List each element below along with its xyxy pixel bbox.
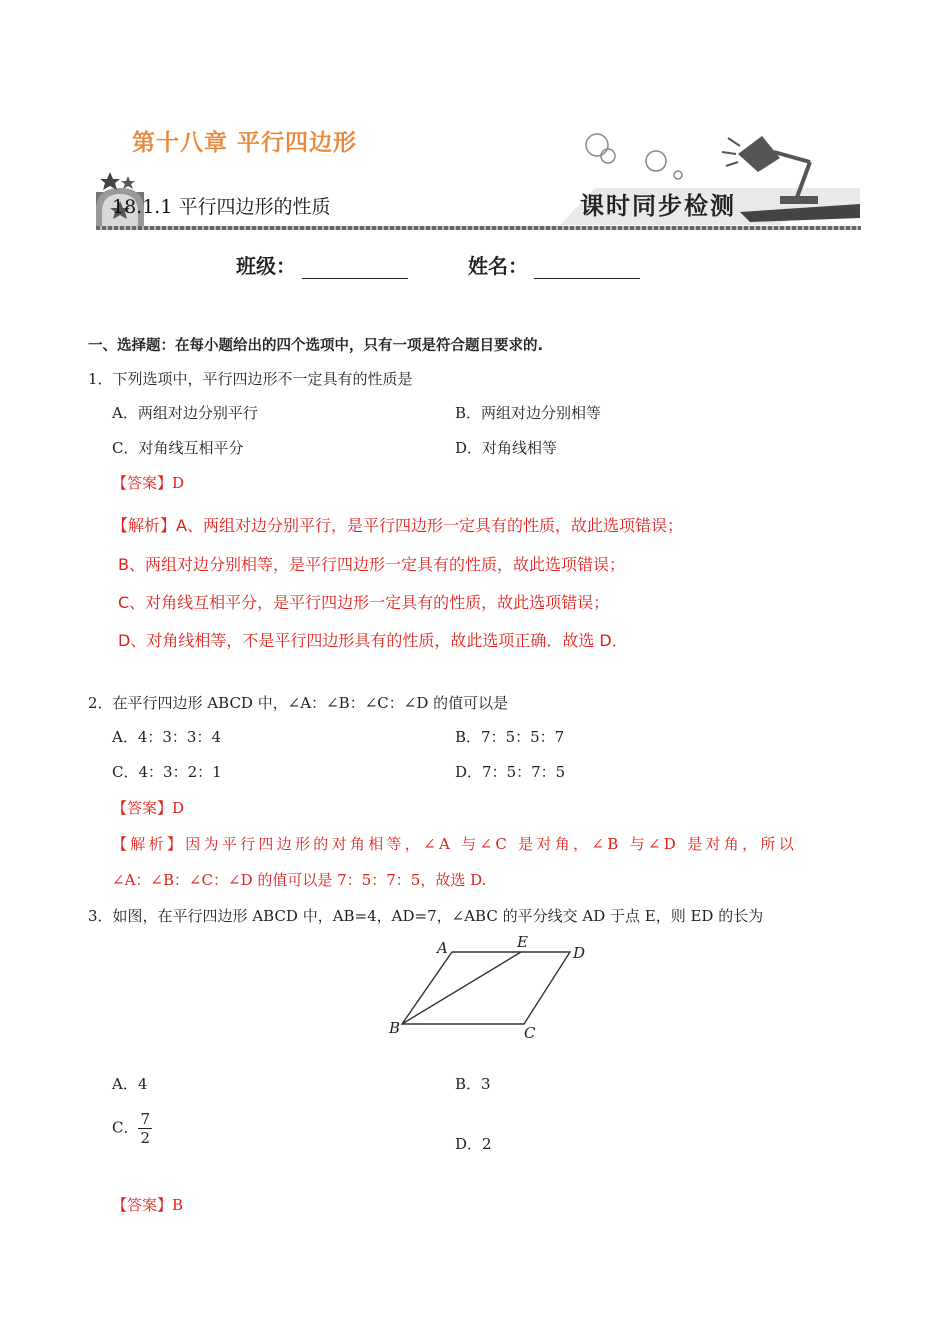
header-divider — [96, 226, 861, 230]
section-title: 18.1.1 平行四边形的性质 — [112, 196, 331, 218]
q1-analysis-line: B、两组对边分别相等，是平行四边形一定具有的性质，故此选项错误； — [118, 555, 625, 574]
q2-stem: 2．在平行四边形 ABCD 中，∠A：∠B：∠C：∠D 的值可以是 — [88, 694, 509, 712]
label-a: A — [437, 939, 448, 957]
class-field — [236, 250, 408, 279]
bisector-be — [402, 952, 521, 1024]
name-blank[interactable] — [534, 260, 640, 279]
chapter-title: 第十八章 平行四边形 — [132, 130, 358, 156]
q2-option-c: C．4：3：2：1 — [112, 763, 222, 781]
fraction-denominator: 2 — [140, 1129, 151, 1147]
q2-option-a: A．4：3：3：4 — [112, 728, 222, 746]
q2-answer: 【答案】D — [112, 799, 185, 817]
q1-option-d: D．对角线相等 — [455, 439, 558, 457]
q2-analysis-line1: 【解析】因为平行四边形的对角相等，∠A 与∠C 是对角，∠B 与∠D 是对角，所以 — [112, 835, 798, 853]
parallelogram-abcd — [402, 952, 570, 1024]
q3-option-c — [112, 1110, 152, 1147]
q2-option-d: D．7：5：7：5 — [455, 763, 566, 781]
q1-stem: 1．下列选项中，平行四边形不一定具有的性质是 — [88, 370, 413, 388]
label-d: D — [573, 944, 586, 962]
q1-analysis-line: 【解析】A、两组对边分别平行，是平行四边形一定具有的性质，故此选项错误； — [112, 516, 683, 535]
q3-option-c-prefix: C． — [112, 1118, 139, 1137]
class-blank[interactable] — [302, 260, 408, 279]
q1-option-a: A．两组对边分别平行 — [112, 404, 258, 422]
bubbles-icon — [586, 134, 682, 179]
q1-option-b: B．两组对边分别相等 — [455, 404, 602, 422]
part-title: 一、选择题：在每小题给出的四个选项中，只有一项是符合题目要求的. — [88, 338, 544, 354]
label-b: B — [389, 1019, 401, 1037]
q2-analysis-line2: ∠A：∠B：∠C：∠D 的值可以是 7：5：7：5，故选 D. — [112, 871, 487, 889]
q3-option-b: B．3 — [455, 1075, 491, 1093]
q1-answer: 【答案】D — [112, 474, 185, 492]
class-label: 班级： — [236, 254, 296, 278]
fraction — [138, 1110, 152, 1147]
q3-answer: 【答案】B — [112, 1196, 184, 1214]
q1-analysis-line: D、对角线相等，不是平行四边形具有的性质，故此选项正确．故选 D． — [118, 631, 628, 650]
q2-option-b: B．7：5：5：7 — [455, 728, 565, 746]
q1-analysis-line: C、对角线互相平分，是平行四边形一定具有的性质，故此选项错误； — [118, 593, 610, 612]
fraction-numerator: 7 — [140, 1110, 151, 1128]
name-field — [468, 250, 640, 279]
parallelogram-figure — [380, 928, 600, 1048]
label-e: E — [517, 933, 528, 951]
label-c: C — [524, 1024, 536, 1042]
q3-option-d: D．2 — [455, 1135, 492, 1153]
q3-option-a: A．4 — [112, 1075, 148, 1093]
q1-option-c: C．对角线互相平分 — [112, 439, 244, 457]
q3-stem: 3．如图，在平行四边形 ABCD 中，AB=4，AD=7，∠ABC 的平分线交 AD 于点 E，则 ED 的长为 — [88, 907, 764, 925]
name-label: 姓名： — [468, 254, 528, 278]
brand-title: 课时同步检测 — [580, 191, 736, 220]
header-decoration — [90, 100, 870, 240]
